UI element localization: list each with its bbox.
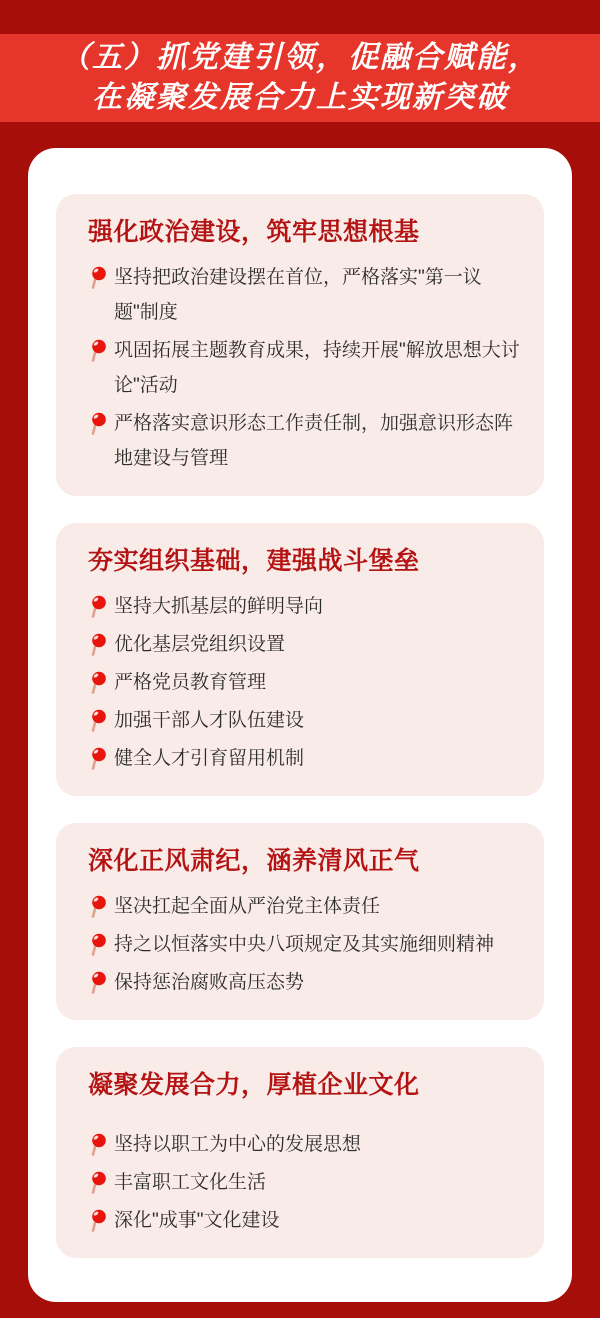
pushpin-icon (88, 665, 108, 694)
pushpin-icon (88, 965, 108, 994)
pushpin-icon (88, 703, 108, 732)
bullet-text: 坚持把政治建设摆在首位，严格落实"第一议题"制度 (114, 267, 482, 323)
list-item (88, 589, 526, 624)
bullet-list (88, 1127, 526, 1238)
section-heading: 凝聚发展合力，厚植企业文化 (88, 1071, 420, 1099)
list-item (88, 741, 526, 776)
section-heading: 强化政治建设，筑牢思想根基 (88, 218, 420, 246)
section-card-culture (56, 1047, 544, 1258)
list-item (88, 333, 526, 403)
list-item (88, 927, 526, 962)
pushpin-icon (88, 627, 108, 656)
bullet-list (88, 589, 526, 776)
bullet-text: 严格落实意识形态工作责任制，加强意识形态阵地建设与管理 (114, 413, 514, 469)
pushpin-icon (88, 741, 108, 770)
list-item (88, 260, 526, 330)
section-card-political-building (56, 194, 544, 496)
bullet-text: 坚持大抓基层的鲜明导向 (114, 596, 324, 617)
page-title-line1: （五）抓党建引领，促融合赋能， (60, 40, 540, 75)
section-heading: 夯实组织基础，建强战斗堡垒 (88, 547, 420, 575)
bullet-list (88, 889, 526, 1000)
bullet-text: 坚持以职工为中心的发展思想 (114, 1134, 362, 1155)
pushpin-icon (88, 1203, 108, 1232)
list-item (88, 1127, 526, 1162)
bullet-text: 严格党员教育管理 (114, 672, 267, 693)
page-title-line2: 在凝聚发展合力上实现新突破 (92, 80, 508, 115)
pushpin-icon (88, 406, 108, 435)
list-item (88, 665, 526, 700)
section-card-discipline (56, 823, 544, 1020)
title-band (0, 34, 600, 122)
bullet-text: 深化"成事"文化建设 (114, 1210, 280, 1231)
pushpin-icon (88, 889, 108, 918)
bullet-text: 丰富职工文化生活 (114, 1172, 267, 1193)
pushpin-icon (88, 333, 108, 362)
section-card-organization (56, 523, 544, 796)
section-heading: 深化正风肃纪，涵养清风正气 (88, 847, 420, 875)
bullet-text: 加强干部人才队伍建设 (114, 710, 305, 731)
list-item (88, 965, 526, 1000)
bullet-list (88, 260, 526, 476)
content-panel (28, 148, 572, 1302)
bullet-text: 优化基层党组织设置 (114, 634, 286, 655)
pushpin-icon (88, 1165, 108, 1194)
list-item (88, 1165, 526, 1200)
bullet-text: 保持惩治腐败高压态势 (114, 972, 305, 993)
list-item (88, 406, 526, 476)
list-item (88, 1203, 526, 1238)
bullet-text: 巩固拓展主题教育成果，持续开展"解放思想大讨论"活动 (114, 340, 520, 396)
pushpin-icon (88, 1127, 108, 1156)
list-item (88, 627, 526, 662)
bullet-text: 坚决扛起全面从严治党主体责任 (114, 896, 381, 917)
bullet-text: 持之以恒落实中央八项规定及其实施细则精神 (114, 934, 495, 955)
pushpin-icon (88, 927, 108, 956)
bullet-text: 健全人才引育留用机制 (114, 748, 305, 769)
pushpin-icon (88, 260, 108, 289)
pushpin-icon (88, 589, 108, 618)
list-item (88, 703, 526, 738)
list-item (88, 889, 526, 924)
